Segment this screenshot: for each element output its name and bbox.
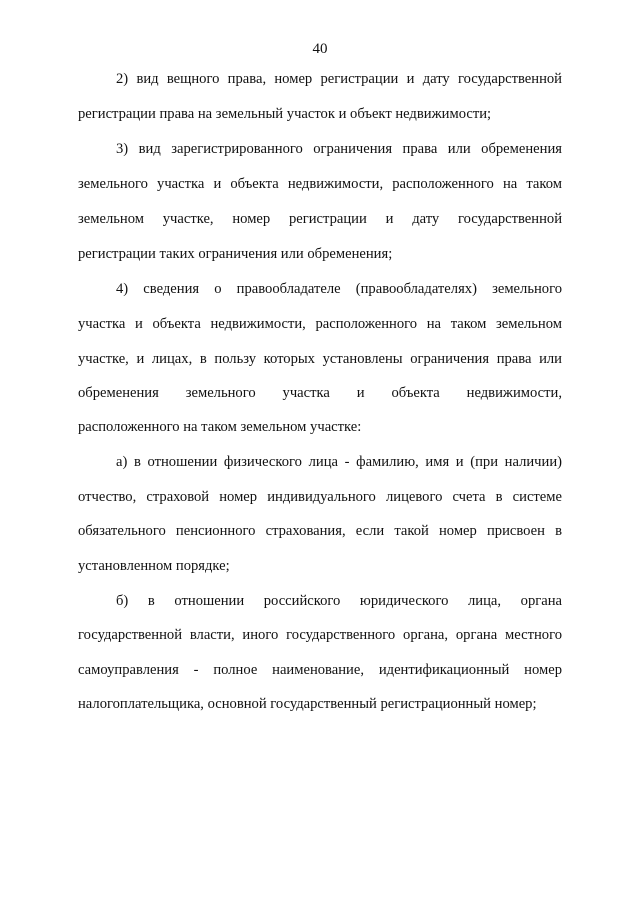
text-line: 2) вид вещного права, номер регистрации и дату государственной (116, 71, 562, 87)
text-line: б) в отношении российского юридического лица, органа (116, 593, 562, 609)
text-line: земельного участка и объекта недвижимости, расположенного на таком (78, 176, 562, 192)
text-line: 3) вид зарегистрированного ограничения права или обременения (116, 141, 562, 157)
text-line: отчество, страховой номер индивидуального лицевого счета в системе (78, 489, 562, 505)
text-line: обременения земельного участка и объекта недвижимости, (78, 385, 562, 401)
text-line: регистрации права на земельный участок и объект недвижимости; (78, 106, 492, 122)
text-line: земельном участке, номер регистрации и дату государственной (78, 211, 562, 227)
text-line: 4) сведения о правообладателе (правообладателях) земельного (116, 281, 562, 297)
text-line: регистрации таких ограничения или обременения; (78, 246, 393, 262)
text-line: установленном порядке; (78, 558, 230, 574)
text-line: обязательного пенсионного страхования, если такой номер присвоен в (78, 523, 562, 539)
page-number: 40 (312, 41, 328, 57)
text-line: а) в отношении физического лица - фамилию, имя и (при наличии) (116, 454, 562, 470)
text-line: участка и объекта недвижимости, расположенного на таком земельном (78, 316, 562, 332)
text-line: расположенного на таком земельном участке: (78, 419, 362, 435)
text-line: налогоплательщика, основной государственный регистрационный номер; (78, 696, 537, 712)
text-line: самоуправления - полное наименование, идентификационный номер (78, 662, 562, 678)
text-line: государственной власти, иного государственного органа, органа местного (78, 627, 562, 643)
text-line: участке, и лицах, в пользу которых установлены ограничения права или (78, 351, 562, 367)
